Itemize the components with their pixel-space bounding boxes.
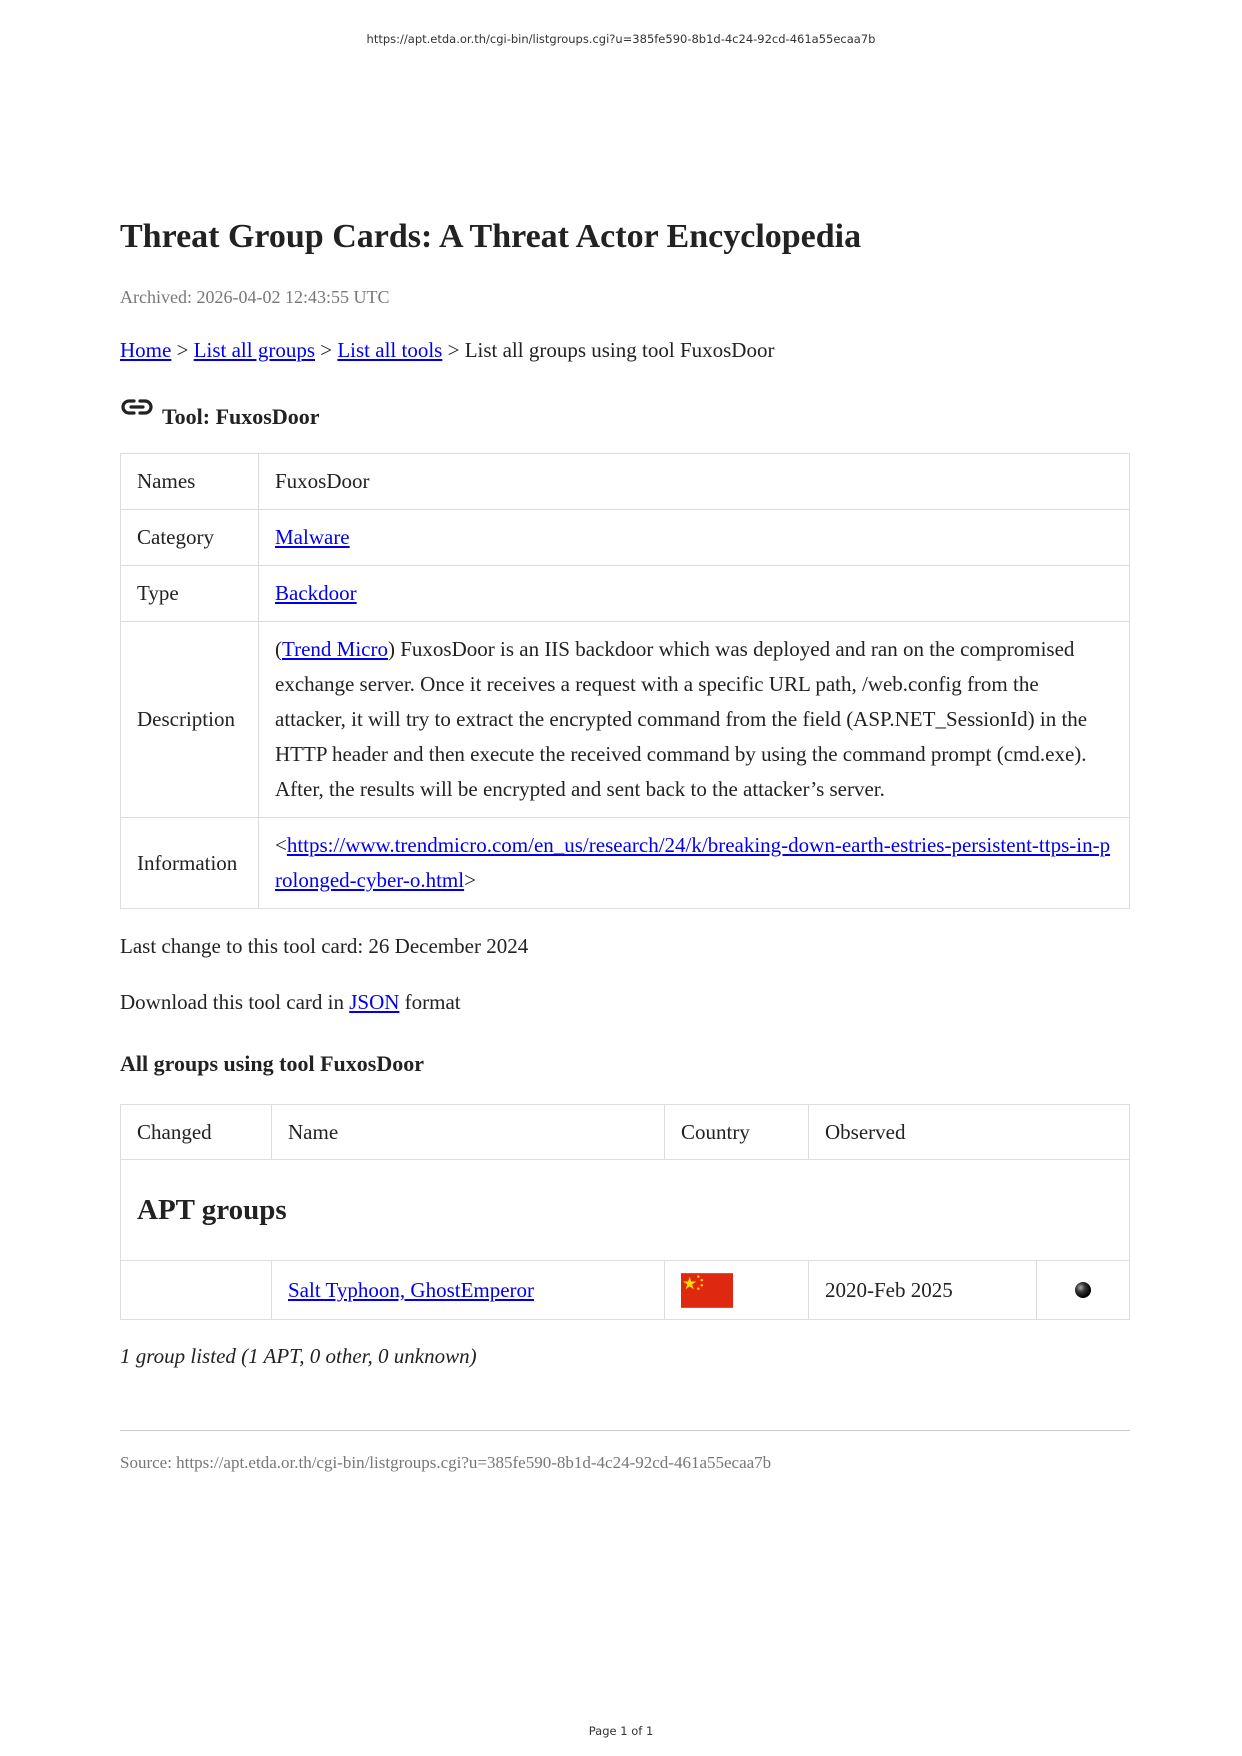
information-gt: >	[464, 868, 476, 892]
description-source-link[interactable]: Trend Micro	[282, 637, 388, 661]
print-footer-page-number: Page 1 of 1	[588, 1724, 654, 1738]
download-prefix: Download this tool card in	[120, 990, 344, 1014]
table-header-row	[121, 1105, 1130, 1160]
breadcrumb-list-groups-link[interactable]: List all groups	[193, 338, 315, 362]
column-header-observed: Observed	[809, 1105, 1130, 1160]
table-row	[121, 510, 1130, 566]
column-header-name: Name	[272, 1105, 665, 1160]
column-header-country: Country	[665, 1105, 809, 1160]
groups-summary: 1 group listed (1 APT, 0 other, 0 unknown)	[120, 1344, 477, 1368]
category-cell	[259, 510, 1130, 566]
information-lt: <	[275, 833, 287, 857]
group-observed-cell: 2020-Feb 2025	[809, 1261, 1037, 1320]
names-label: Names	[121, 454, 259, 510]
archived-timestamp: Archived: 2026-04-02 12:43:55 UTC	[120, 287, 390, 307]
table-row	[121, 622, 1130, 818]
divider	[120, 1430, 1130, 1431]
group-name-cell	[272, 1261, 665, 1320]
description-text: ) FuxosDoor is an IIS backdoor which was deployed and ran on the compromised exchange server. Once it receives a request with a specific URL path, /web.config from the attacker, it will try to extract the encrypted command from the field (ASP.NET_SessionId) in the HTTP header and then execute the received command by using the command prompt (cmd.exe). After, the results will be encrypted and sent back to the attacker’s server.	[275, 637, 1088, 801]
breadcrumb	[120, 335, 1130, 365]
table-row	[121, 1160, 1130, 1261]
column-header-changed: Changed	[121, 1105, 272, 1160]
breadcrumb-list-tools-link[interactable]: List all tools	[337, 338, 443, 362]
section-title-apt-groups: APT groups	[121, 1160, 1130, 1261]
page-title: Threat Group Cards: A Threat Actor Encyclopedia	[120, 218, 862, 255]
description-open-paren: (	[275, 637, 282, 661]
tool-info-table	[120, 453, 1130, 909]
breadcrumb-current: List all groups using tool FuxosDoor	[464, 338, 775, 362]
category-link[interactable]: Malware	[275, 525, 350, 549]
type-link[interactable]: Backdoor	[275, 581, 357, 605]
group-changed-cell	[121, 1261, 272, 1320]
black-dot-icon	[1074, 1281, 1092, 1299]
download-text	[120, 987, 1130, 1017]
type-cell	[259, 566, 1130, 622]
groups-heading: All groups using tool FuxosDoor	[120, 1051, 424, 1076]
table-row	[121, 566, 1130, 622]
names-value: FuxosDoor	[259, 454, 1130, 510]
breadcrumb-separator: >	[447, 338, 460, 362]
tool-heading-text: Tool: FuxosDoor	[162, 404, 320, 429]
main-content	[120, 210, 1130, 1475]
information-label: Information	[121, 818, 259, 909]
breadcrumb-separator: >	[320, 338, 333, 362]
groups-table	[120, 1104, 1130, 1320]
breadcrumb-home-link[interactable]: Home	[120, 338, 172, 362]
group-status-cell	[1037, 1261, 1130, 1320]
group-country-cell	[665, 1261, 809, 1320]
information-cell	[259, 818, 1130, 909]
china-flag-icon	[681, 1273, 733, 1308]
description-label: Description	[121, 622, 259, 818]
description-cell	[259, 622, 1130, 818]
last-change-text: Last change to this tool card: 26 December 2024	[120, 934, 529, 958]
table-row	[121, 1261, 1130, 1320]
table-row	[121, 818, 1130, 909]
tool-heading	[120, 402, 1130, 432]
download-suffix: format	[404, 990, 461, 1014]
json-download-link[interactable]: JSON	[349, 990, 400, 1014]
group-name-link[interactable]: Salt Typhoon, GhostEmperor	[288, 1278, 535, 1302]
breadcrumb-separator: >	[176, 338, 189, 362]
link-icon	[120, 394, 154, 420]
information-link[interactable]: https://www.trendmicro.com/en_us/research/24/k/breaking-down-earth-estries-persistent-ttps-in-prolonged-cyber-o.html	[275, 833, 1111, 892]
type-label: Type	[121, 566, 259, 622]
print-header-url: https://apt.etda.or.th/cgi-bin/listgroups.cgi?u=385fe590-8b1d-4c24-92cd-461a55ecaa7b	[366, 32, 876, 46]
source-url: Source: https://apt.etda.or.th/cgi-bin/listgroups.cgi?u=385fe590-8b1d-4c24-92cd-461a55ecaa7b	[120, 1453, 772, 1472]
table-row	[121, 454, 1130, 510]
category-label: Category	[121, 510, 259, 566]
